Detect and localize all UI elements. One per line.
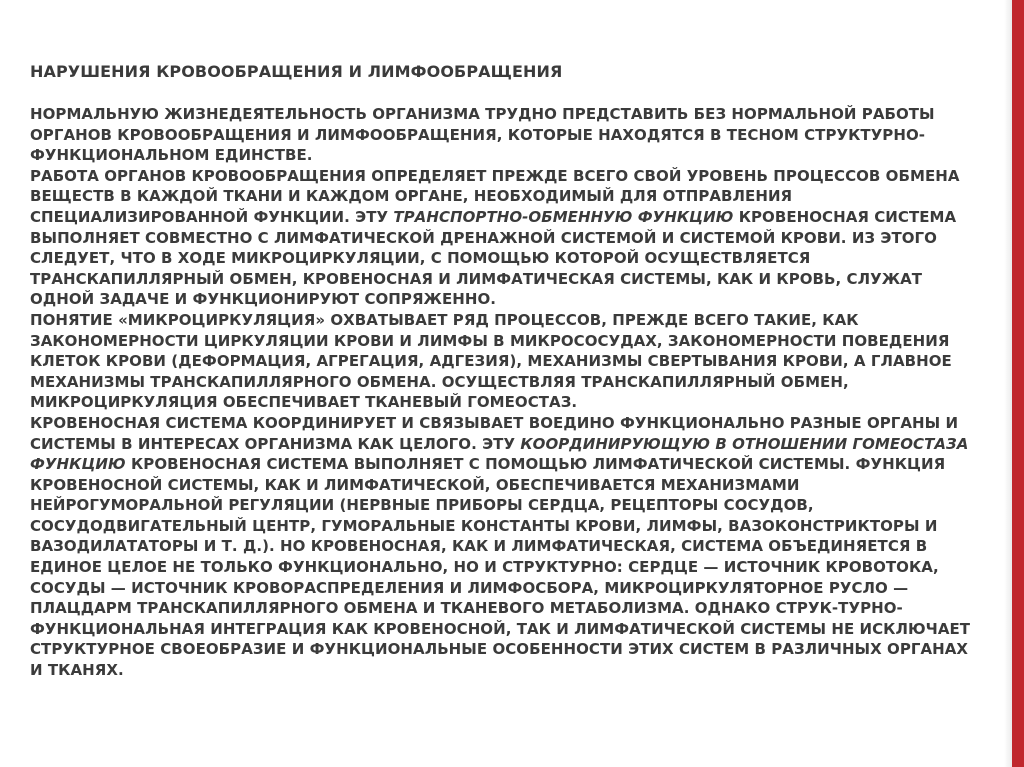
slide-title: НАРУШЕНИЯ КРОВООБРАЩЕНИЯ И ЛИМФООБРАЩЕНИЯ bbox=[30, 62, 563, 81]
paragraph-3: ПОНЯТИЕ «МИКРОЦИРКУЛЯЦИЯ» ОХВАТЫВАЕТ РЯД ПРОЦЕССОВ, ПРЕЖДЕ ВСЕГО ТАКИЕ, КАК ЗАКОНОМЕРНОСТИ ЦИРКУЛЯЦИИ КРОВИ И ЛИМФЫ В МИКРОСОСУДАХ, ЗАКОНОМЕРНОСТИ ПОВЕДЕНИЯ КЛЕТОК КРОВИ (ДЕФОРМАЦИЯ, АГРЕГАЦИЯ, АДГЕЗИЯ), МЕХАНИЗМЫ СВЕРТЫВАНИЯ КРОВИ, А ГЛАВНОЕ МЕХАНИЗМЫ ТРАНСКАПИЛЛЯРНОГО ОБМЕНА. ОСУЩЕСТВЛЯЯ ТРАНСКАПИЛЛЯРНЫЙ ОБМЕН, МИКРОЦИРКУЛЯЦИЯ ОБЕСПЕЧИВАЕТ ТКАНЕВЫЙ ГОМЕОСТАЗ. bbox=[30, 310, 952, 412]
accent-bar bbox=[1012, 0, 1024, 767]
paragraph-2-emphasis: ТРАНСПОРТНО-ОБМЕННУЮ ФУНКЦИЮ bbox=[393, 207, 734, 226]
paragraph-2 bbox=[30, 166, 980, 310]
paragraph-2-text-b: КРОВЕНОСНАЯ СИСТЕМА ВЫПОЛНЯЕТ СОВМЕСТНО С ЛИМФАТИЧЕСКОЙ ДРЕНАЖНОЙ СИСТЕМОЙ И СИСТЕМОЙ КРОВИ. ИЗ ЭТОГО СЛЕДУЕТ, ЧТО В ХОДЕ МИКРОЦИРКУЛЯЦИИ, С ПОМОЩЬЮ КОТОРОЙ ОСУЩЕСТВЛЯЕТСЯ ТРАНСКАПИЛЛЯРНЫЙ ОБМЕН, КРОВЕНОСНАЯ И ЛИМФАТИЧЕСКАЯ СИСТЕМЫ, КАК И КРОВЬ, СЛУЖАТ ОДНОЙ ЗАДАЧЕ И ФУНКЦИОНИРУЮТ СОПРЯЖЕННО. bbox=[30, 207, 957, 309]
paragraph-4-text-b: КРОВЕНОСНАЯ СИСТЕМА ВЫПОЛНЯЕТ С ПОМОЩЬЮ ЛИМФАТИЧЕСКОЙ СИСТЕМЫ. ФУНКЦИЯ КРОВЕНОСНОЙ СИСТЕМЫ, КАК И ЛИМФАТИЧЕСКОЙ, ОБЕСПЕЧИВАЕТСЯ МЕХАНИЗМАМИ НЕЙРОГУМОРАЛЬНОЙ РЕГУЛЯЦИИ (НЕРВНЫЕ ПРИБОРЫ СЕРДЦА, РЕЦЕПТОРЫ СОСУДОВ, СОСУДОДВИГАТЕЛЬНЫЙ ЦЕНТР, ГУМОРАЛЬНЫЕ КОНСТАНТЫ КРОВИ, ЛИМФЫ, ВАЗОКОНСТРИКТОРЫ И ВАЗОДИЛАТАТОРЫ И Т. Д.). НО КРОВЕНОСНАЯ, КАК И ЛИМФАТИЧЕСКАЯ, СИСТЕМА ОБЪЕДИНЯЕТСЯ В ЕДИНОЕ ЦЕЛОЕ НЕ ТОЛЬКО ФУНКЦИОНАЛЬНО, НО И СТРУКТУРНО: СЕРДЦЕ — ИСТОЧНИК КРОВОТОКА, СОСУДЫ — ИСТОЧНИК КРОВОРАСПРЕДЕЛЕНИЯ И ЛИМФОСБОРА, МИКРОЦИРКУЛЯТОРНОЕ РУСЛО — ПЛАЦДАРМ ТРАНСКАПИЛЛЯРНОГО ОБМЕНА И ТКАНЕВОГО МЕТАБОЛИЗМА. ОДНАКО СТРУК-ТУРНО-ФУНКЦИОНАЛЬНАЯ ИНТЕГРАЦИЯ КАК КРОВЕНОСНОЙ, ТАК И ЛИМФАТИЧЕСКОЙ СИСТЕМЫ НЕ ИСКЛЮЧАЕТ СТРУКТУРНОЕ СВОЕОБРАЗИЕ И ФУНКЦИОНАЛЬНЫЕ ОСОБЕННОСТИ ЭТИХ СИСТЕМ В РАЗЛИЧНЫХ ОРГАНАХ И ТКАНЯХ. bbox=[30, 455, 971, 680]
right-edge-shadow bbox=[1004, 0, 1012, 767]
paragraph-1: НОРМАЛЬНУЮ ЖИЗНЕДЕЯТЕЛЬНОСТЬ ОРГАНИЗМА ТРУДНО ПРЕДСТАВИТЬ БЕЗ НОРМАЛЬНОЙ РАБОТЫ ОРГАНОВ КРОВООБРАЩЕНИЯ И ЛИМФООБРАЩЕНИЯ, КОТОРЫЕ НАХОДЯТСЯ В ТЕСНОМ СТРУКТУРНО-ФУНКЦИОНАЛЬНОМ ЕДИНСТВЕ. bbox=[30, 105, 935, 165]
slide-content bbox=[30, 62, 980, 681]
paragraph-4 bbox=[30, 413, 980, 681]
paragraph-4-emphasis: КООРДИНИРУЮЩУЮ В ОТНОШЕНИИ ГОМЕОСТАЗА ФУНКЦИЮ bbox=[30, 434, 969, 474]
paragraph-2-text-a: РАБОТА ОРГАНОВ КРОВООБРАЩЕНИЯ ОПРЕДЕЛЯЕТ ПРЕЖДЕ ВСЕГО СВОЙ УРОВЕНЬ ПРОЦЕССОВ ОБМЕНА ВЕЩЕСТВ В КАЖДОЙ ТКАНИ И КАЖДОМ ОРГАНЕ, НЕОБХОДИМЫЙ ДЛЯ ОТПРАВЛЕНИЯ СПЕЦИАЛИЗИРОВАННОЙ ФУНКЦИИ. ЭТУ bbox=[30, 166, 960, 226]
slide-body bbox=[30, 104, 980, 681]
paragraph-4-text-a: КРОВЕНОСНАЯ СИСТЕМА КООРДИНИРУЕТ И СВЯЗЫВАЕТ ВОЕДИНО ФУНКЦИОНАЛЬНО РАЗНЫЕ ОРГАНЫ И СИСТЕМЫ В ИНТЕРЕСАХ ОРГАНИЗМА КАК ЦЕЛОГО. ЭТУ bbox=[30, 413, 959, 453]
